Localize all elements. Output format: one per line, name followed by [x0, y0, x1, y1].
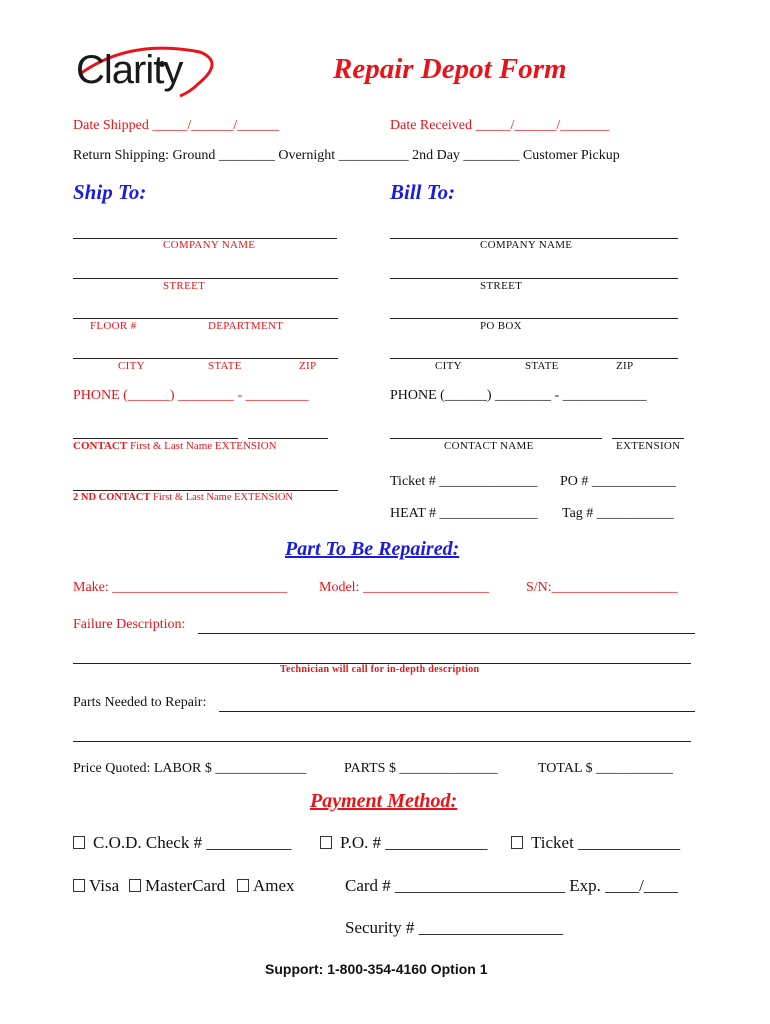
ship-contact-label [73, 440, 277, 452]
card-field[interactable]: Card # ____________________ Exp. ____/____ [345, 876, 678, 895]
cod-checkbox[interactable] [73, 836, 85, 849]
ticket-checkbox[interactable] [511, 836, 523, 849]
bill-extension-line[interactable] [612, 438, 684, 439]
ship-floor-line[interactable] [73, 318, 338, 319]
ship-city-line[interactable] [73, 358, 338, 359]
failure-label: Failure Description: [73, 617, 186, 632]
tag-field[interactable]: Tag # ___________ [562, 506, 674, 521]
visa-label: Visa [89, 876, 120, 895]
visa-option[interactable] [73, 876, 119, 896]
mastercard-checkbox[interactable] [129, 879, 141, 892]
make-field[interactable]: Make: _________________________ [73, 580, 288, 595]
sn-field[interactable]: S/N:__________________ [526, 580, 678, 595]
parts-needed-label: Parts Needed to Repair: [73, 695, 207, 710]
price-total-field[interactable]: TOTAL $ ___________ [538, 761, 673, 776]
ship-state-label: STATE [208, 360, 242, 372]
bill-street-label: STREET [480, 280, 523, 292]
bill-pobox-label: PO BOX [480, 320, 522, 332]
contact-rest: First & Last Name EXTENSION [127, 440, 277, 452]
bill-to-heading: Bill To: [390, 180, 456, 204]
bill-company-label: COMPANY NAME [480, 239, 573, 251]
bill-street-line[interactable] [390, 278, 678, 279]
payment-heading: Payment Method: [310, 790, 458, 812]
bill-city-line[interactable] [390, 358, 678, 359]
ship-contact-line[interactable] [73, 438, 238, 439]
ship-contact2-label [73, 492, 293, 503]
ship-floor-label: FLOOR # [90, 320, 137, 332]
contact-bold: CONTACT [73, 440, 128, 452]
model-field[interactable]: Model: __________________ [319, 580, 489, 595]
bill-contact-label: CONTACT NAME [444, 440, 534, 452]
ticket-option[interactable] [511, 833, 680, 853]
po-field[interactable]: PO # ____________ [560, 474, 676, 489]
ship-extension-line[interactable] [248, 438, 328, 439]
return-shipping[interactable]: Return Shipping: Ground ________ Overnight __________ 2nd Day ________ Customer Pickup [73, 148, 620, 163]
bill-extension-label: EXTENSION [616, 440, 681, 452]
contact2-rest: First & Last Name EXTENSION [150, 492, 294, 503]
parts-line-2[interactable] [73, 741, 691, 742]
form-title: Repair Depot Form [333, 53, 567, 85]
po-checkbox[interactable] [320, 836, 332, 849]
bill-pobox-line[interactable] [390, 318, 678, 319]
ship-company-label: COMPANY NAME [163, 239, 256, 251]
parts-line-1[interactable] [219, 711, 695, 712]
cod-option[interactable] [73, 833, 291, 853]
ship-department-label: DEPARTMENT [208, 320, 284, 332]
company-logo [70, 44, 220, 104]
bill-contact-line[interactable] [390, 438, 602, 439]
support-line: Support: 1-800-354-4160 Option 1 [265, 961, 488, 977]
ship-contact2-line[interactable] [73, 490, 338, 491]
bill-zip-label: ZIP [616, 360, 634, 372]
ship-street-label: STREET [163, 280, 206, 292]
ship-phone[interactable]: PHONE (______) ________ - _________ [73, 388, 309, 403]
bill-phone[interactable]: PHONE (______) ________ - ____________ [390, 388, 647, 403]
po-option[interactable] [320, 833, 487, 853]
po-label: P.O. # ____________ [340, 833, 488, 852]
price-parts-field[interactable]: PARTS $ ______________ [344, 761, 498, 776]
price-labor-field[interactable]: Price Quoted: LABOR $ _____________ [73, 761, 307, 776]
logo-text: Clarity [76, 48, 183, 92]
failure-line-1[interactable] [198, 633, 695, 634]
date-received[interactable]: Date Received _____/______/_______ [390, 118, 610, 133]
ship-zip-label: ZIP [299, 360, 317, 372]
mastercard-label: MasterCard [145, 876, 226, 895]
bill-city-label: CITY [435, 360, 462, 372]
ship-city-label: CITY [118, 360, 145, 372]
amex-label: Amex [253, 876, 295, 895]
amex-option[interactable] [237, 876, 295, 896]
visa-checkbox[interactable] [73, 879, 85, 892]
bill-state-label: STATE [525, 360, 559, 372]
date-shipped[interactable]: Date Shipped _____/______/______ [73, 118, 280, 133]
ship-to-heading: Ship To: [73, 180, 147, 204]
ship-street-line[interactable] [73, 278, 338, 279]
part-heading: Part To Be Repaired: [285, 538, 460, 560]
cod-label: C.O.D. Check # __________ [93, 833, 292, 852]
ticket-label: Ticket ____________ [531, 833, 681, 852]
amex-checkbox[interactable] [237, 879, 249, 892]
mastercard-option[interactable] [129, 876, 225, 896]
contact2-bold: 2 ND CONTACT [73, 492, 151, 503]
technician-note: Technician will call for in-depth description [280, 664, 480, 675]
heat-field[interactable]: HEAT # ______________ [390, 506, 538, 521]
security-field[interactable]: Security # _________________ [345, 918, 564, 937]
ticket-field[interactable]: Ticket # ______________ [390, 474, 538, 489]
